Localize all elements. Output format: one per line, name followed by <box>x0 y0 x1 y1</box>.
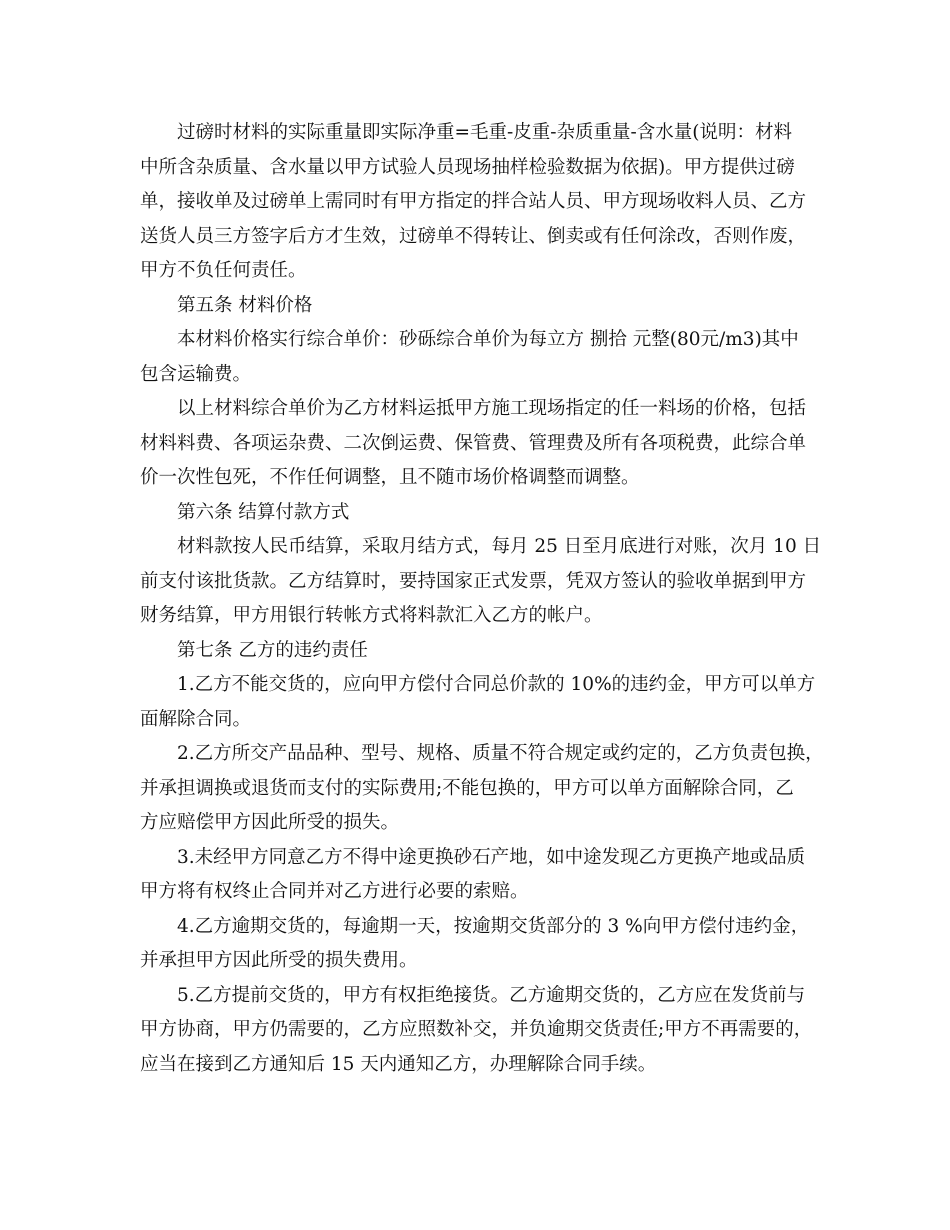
paragraph-price-scope <box>140 392 820 496</box>
section-heading: 第七条 乙方的违约责任 <box>177 639 368 661</box>
text-line: 5.乙方提前交货的，甲方有权拒绝接货。乙方逾期交货的，乙方应在发货前与 <box>177 984 806 1006</box>
text-line: 过磅时材料的实际重量即实际净重=毛重-皮重-杂质重量-含水量(说明：材料 <box>177 122 792 143</box>
section-heading-article-7 <box>140 634 820 669</box>
paragraph-settlement <box>140 530 820 634</box>
text-line: 本材料价格实行综合单价：砂砾综合单价为每立方 捌拾 元整(80元/m3)其中 <box>177 329 799 350</box>
clause-5 <box>140 979 820 1083</box>
clause-1 <box>140 668 820 737</box>
text-line: 方应赔偿甲方因此所受的损失。 <box>140 812 400 833</box>
text-line: 面解除合同。 <box>140 708 252 730</box>
paragraph-weighing <box>140 116 820 289</box>
text-line: 送货人员三方签字后方才生效，过磅单不得转让、倒卖或有任何涂改，否则作废， <box>140 225 807 247</box>
clause-4 <box>140 910 820 979</box>
text-line: 中所含杂质量、含水量以甲方试验人员现场抽样检验数据为依据)。甲方提供过磅 <box>140 156 795 178</box>
text-line: 应当在接到乙方通知后 15 天内通知乙方，办理解除合同手续。 <box>140 1053 657 1075</box>
text-line: 价一次性包死，不作任何调整，且不随市场价格调整而调整。 <box>140 467 640 488</box>
clause-2 <box>140 737 824 841</box>
text-line: 包含运输费。 <box>140 363 252 385</box>
section-heading-article-5 <box>140 289 820 324</box>
document-body <box>140 116 824 1082</box>
text-line: 单，接收单及过磅单上需同时有甲方指定的拌合站人员、甲方现场收料人员、乙方 <box>140 191 807 212</box>
text-line: 材料款按人民币结算，采取月结方式，每月 25 日至月底进行对账，次月 10 日 <box>177 536 822 557</box>
text-line: 前支付该批货款。乙方结算时，要持国家正式发票，凭双方签认的验收单据到甲方 <box>140 570 807 592</box>
text-line: 并承担调换或退货而支付的实际费用;不能包换的，甲方可以单方面解除合同，乙 <box>140 777 794 799</box>
text-line: 并承担甲方因此所受的损失费用。 <box>140 950 418 971</box>
section-heading-article-6 <box>140 496 820 531</box>
text-line: 2.乙方所交产品品种、型号、规格、质量不符合规定或约定的，乙方负责包换， <box>177 743 824 764</box>
text-line: 材料料费、各项运杂费、二次倒运费、保管费、管理费及所有各项税费，此综合单 <box>140 432 807 454</box>
text-line: 甲方协商，甲方仍需要的，乙方应照数补交，并负逾期交货责任;甲方不再需要的， <box>140 1019 813 1040</box>
paragraph-unit-price <box>140 323 820 392</box>
text-line: 1.乙方不能交货的，应向甲方偿付合同总价款的 10%的违约金，甲方可以单方 <box>177 674 816 695</box>
clause-3 <box>140 841 820 910</box>
section-heading: 第五条 材料价格 <box>177 294 313 316</box>
text-line: 甲方不负任何责任。 <box>140 260 307 281</box>
text-line: 4.乙方逾期交货的，每逾期一天，按逾期交货部分的 3 %向甲方偿付违约金， <box>177 915 810 937</box>
text-line: 3.未经甲方同意乙方不得中途更换砂石产地，如中途发现乙方更换产地或品质 <box>177 846 806 868</box>
text-line: 以上材料综合单价为乙方材料运抵甲方施工现场指定的任一料场的价格，包括 <box>177 398 807 419</box>
text-line: 财务结算，甲方用银行转帐方式将料款汇入乙方的帐户。 <box>140 605 603 626</box>
section-heading: 第六条 结算付款方式 <box>177 501 350 523</box>
text-line: 甲方将有权终止合同并对乙方进行必要的索赔。 <box>140 881 529 902</box>
